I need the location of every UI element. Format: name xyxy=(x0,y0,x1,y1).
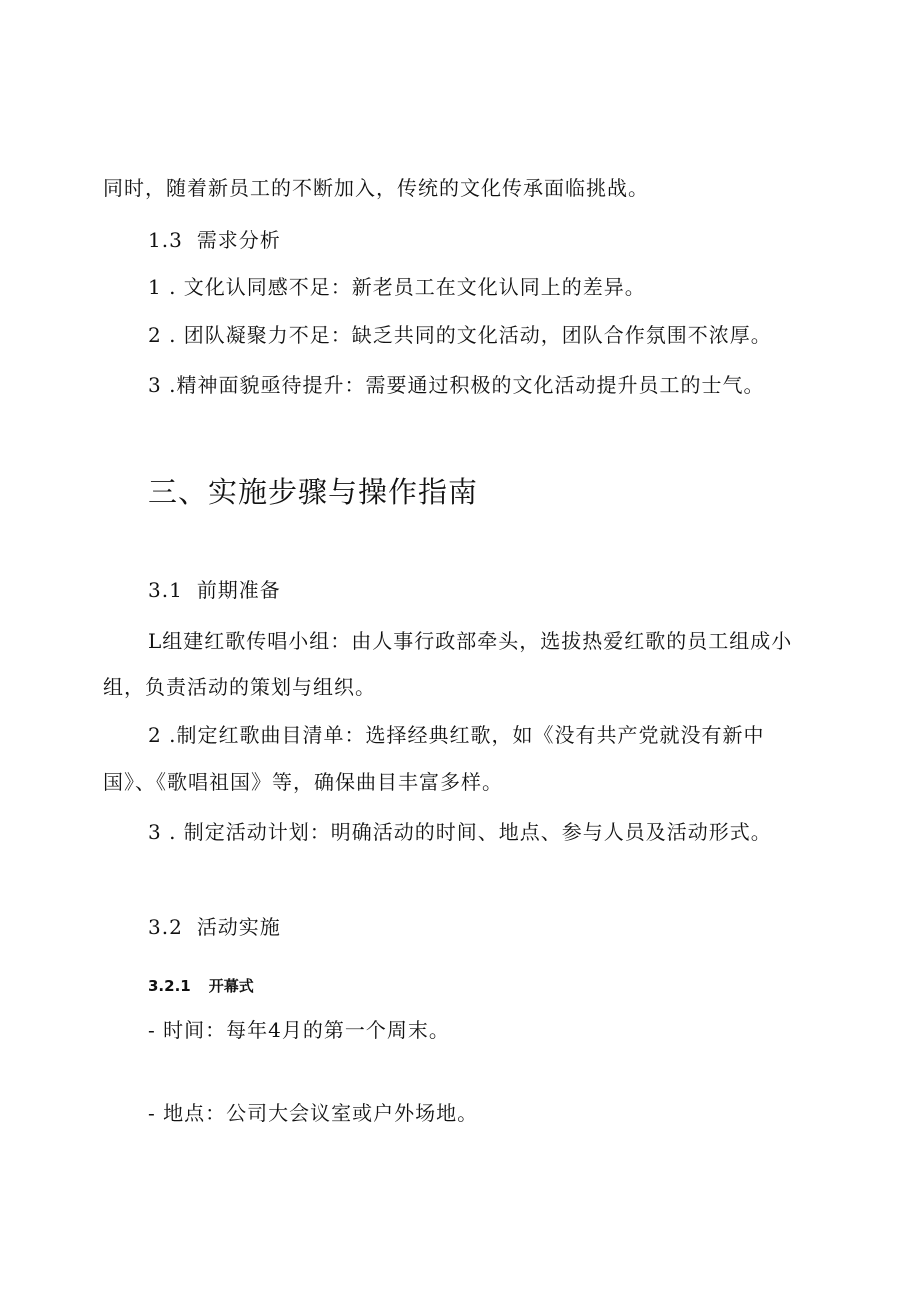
list-item: 2 . 团队凝聚力不足：缺乏共同的文化活动，团队合作氛围不浓厚。 xyxy=(148,323,772,347)
section-3-1-heading xyxy=(148,576,281,604)
section-1-3-heading xyxy=(148,226,281,254)
list-item: 2 .制定红歌曲目清单：选择经典红歌，如《没有共产党就没有新中 xyxy=(148,723,765,747)
list-item: 3 .精神面貌亟待提升：需要通过积极的文化活动提升员工的士气。 xyxy=(148,373,765,397)
list-item-continuation: 国》、《歌唱祖国》等，确保曲目丰富多样。 xyxy=(103,770,503,794)
section-title: 活动实施 xyxy=(196,915,281,939)
section-title: 需求分析 xyxy=(196,228,281,252)
section-number: 3.1 xyxy=(148,578,183,602)
section-title: 前期准备 xyxy=(196,578,281,602)
bullet-item: - 地点：公司大会议室或户外场地。 xyxy=(148,1101,479,1125)
section-3-2-1-heading xyxy=(148,976,254,996)
section-title: 开幕式 xyxy=(208,977,254,995)
section-number: 1.3 xyxy=(148,228,183,252)
list-item-continuation: 组，负责活动的策划与组织。 xyxy=(103,675,376,699)
section-number: 3.2 xyxy=(148,915,183,939)
paragraph-continuation: 同时，随着新员工的不断加入，传统的文化传承面临挑战。 xyxy=(103,176,649,200)
section-number: 3.2.1 xyxy=(148,977,191,995)
list-item: L组建红歌传唱小组：由人事行政部牵头，选拔热爱红歌的员工组成小 xyxy=(148,629,793,653)
chapter-heading: 三、实施步骤与操作指南 xyxy=(148,475,479,509)
section-3-2-heading xyxy=(148,913,281,941)
bullet-item: - 时间：每年4月的第一个周末。 xyxy=(148,1018,450,1042)
list-item: 3 . 制定活动计划：明确活动的时间、地点、参与人员及活动形式。 xyxy=(148,820,772,844)
list-item: 1 . 文化认同感不足：新老员工在文化认同上的差异。 xyxy=(148,275,646,299)
